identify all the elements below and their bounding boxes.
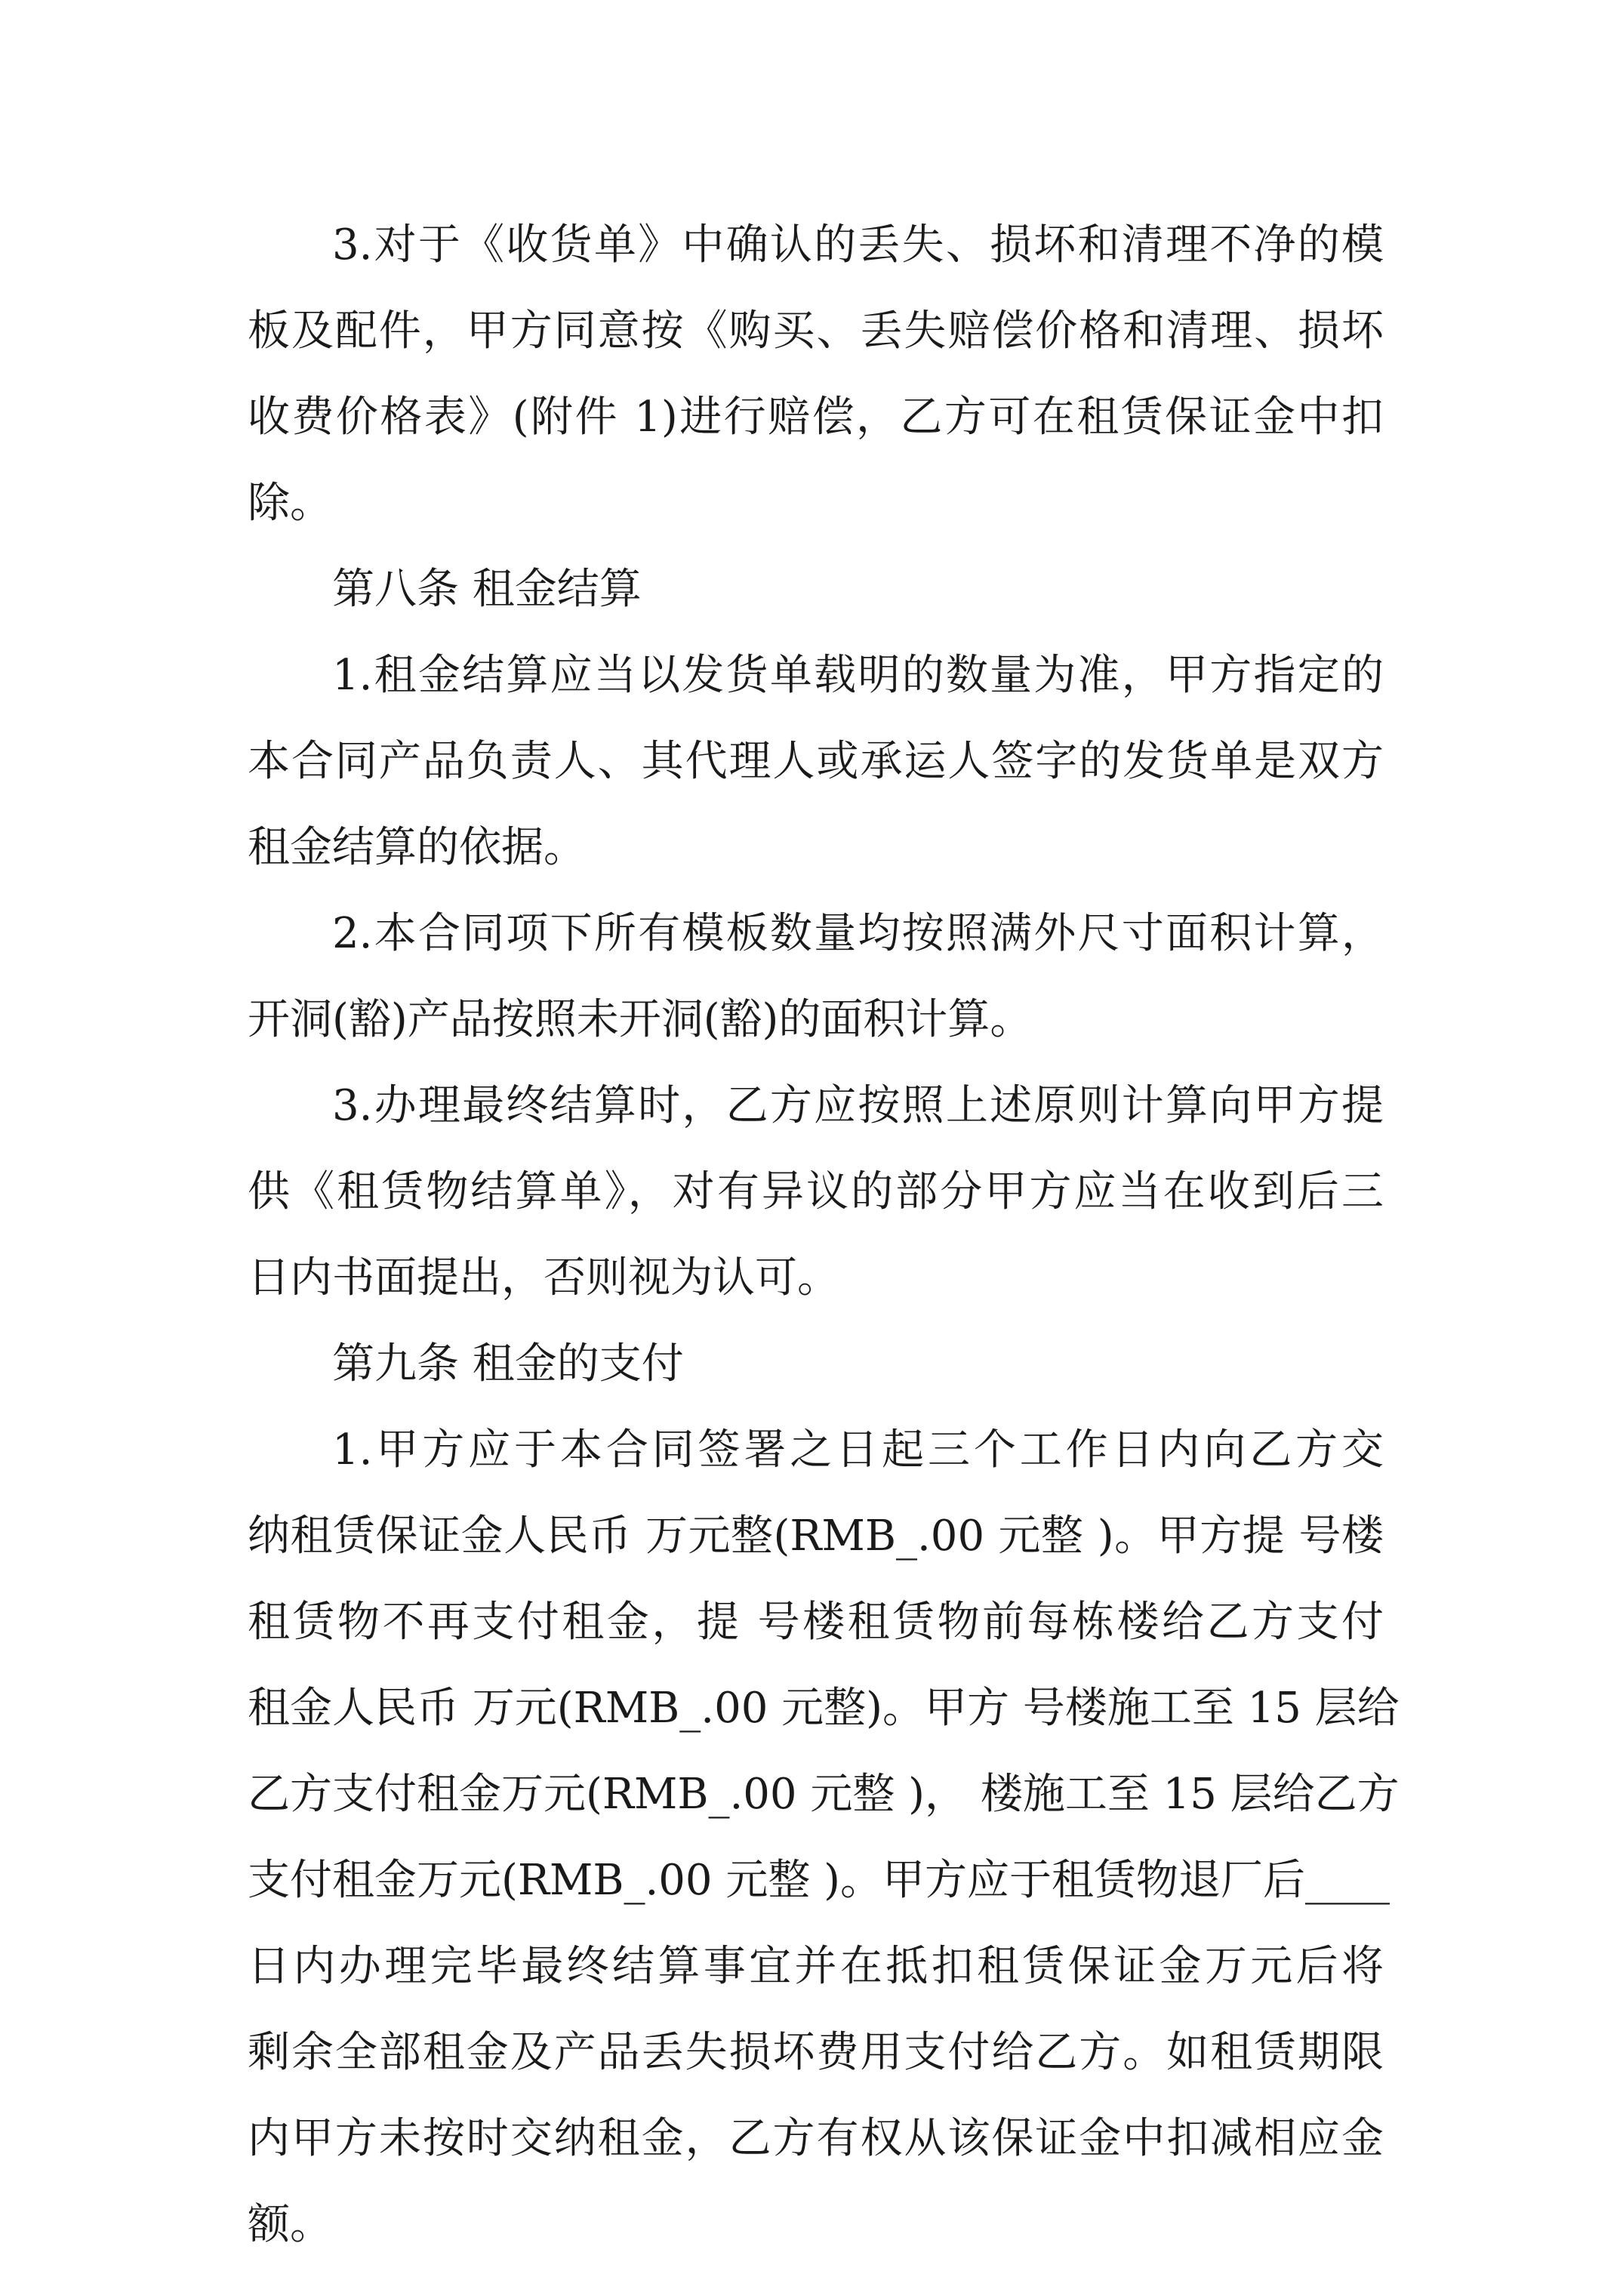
text-line: 3.对于《收货单》中确认的丢失、损坏和清理不净的模 <box>332 220 1384 270</box>
section-heading: 第九条 租金的支付 <box>332 1339 684 1388</box>
text-line: 1.甲方应于本合同签署之日起三个工作日内向乙方交 <box>332 1425 1384 1475</box>
paragraph-article-9-item-1 <box>248 1407 1400 2268</box>
section-heading: 第八条 租金结算 <box>332 565 642 614</box>
text-line: 租金人民币 万元(RMB_.00 元整)。甲方 号楼施工至 15 层给 <box>248 1684 1400 1733</box>
text-line: 日内书面提出，否则视为认可。 <box>248 1253 839 1302</box>
text-line: 收费价格表》(附件 1)进行赔偿，乙方可在租赁保证金中扣 <box>248 393 1384 442</box>
text-line: 内甲方未按时交纳租金，乙方有权从该保证金中扣减相应金 <box>248 2114 1384 2163</box>
paragraph-article-8-item-1 <box>248 633 1384 891</box>
paragraph-article-8-item-3 <box>248 1063 1384 1321</box>
text-line: 租赁物不再支付租金，提 号楼租赁物前每栋楼给乙方支付 <box>248 1598 1384 1647</box>
article-9-heading <box>248 1321 1384 1407</box>
text-line: 供《租赁物结算单》，对有异议的部分甲方应当在收到后三 <box>248 1167 1384 1216</box>
document-body <box>248 202 1400 2268</box>
text-line: 支付租金万元(RMB_.00 元整 )。甲方应于租赁物退厂后____ <box>248 1856 1390 1905</box>
text-line: 除。 <box>248 479 332 528</box>
text-line: 3.办理最终结算时，乙方应按照上述原则计算向甲方提 <box>332 1081 1384 1130</box>
text-line: 板及配件，甲方同意按《购买、丢失赔偿价格和清理、损坏 <box>248 307 1384 356</box>
paragraph-article-8-item-2 <box>248 891 1384 1063</box>
text-line: 乙方支付租金万元(RMB_.00 元整 )， 楼施工至 15 层给乙方 <box>248 1770 1400 1819</box>
text-line: 本合同产品负责人、其代理人或承运人签字的发货单是双方 <box>248 737 1384 786</box>
text-line: 1.租金结算应当以发货单载明的数量为准，甲方指定的 <box>332 651 1384 700</box>
article-8-heading <box>248 547 1384 633</box>
text-line: 开洞(豁)产品按照未开洞(豁)的面积计算。 <box>248 995 1033 1044</box>
text-line: 纳租赁保证金人民币 万元整(RMB_.00 元整 )。甲方提 号楼 <box>248 1512 1384 1561</box>
text-line: 日内办理完毕最终结算事宜并在抵扣租赁保证金万元后将 <box>248 1942 1384 1991</box>
text-line: 租金结算的依据。 <box>248 823 586 872</box>
text-line: 额。 <box>248 2200 332 2249</box>
text-line: 剩余全部租金及产品丢失损坏费用支付给乙方。如租赁期限 <box>248 2028 1384 2077</box>
text-line: 2.本合同项下所有模板数量均按照满外尺寸面积计算， <box>332 909 1384 958</box>
paragraph-clause-7-item-3 <box>248 202 1384 547</box>
